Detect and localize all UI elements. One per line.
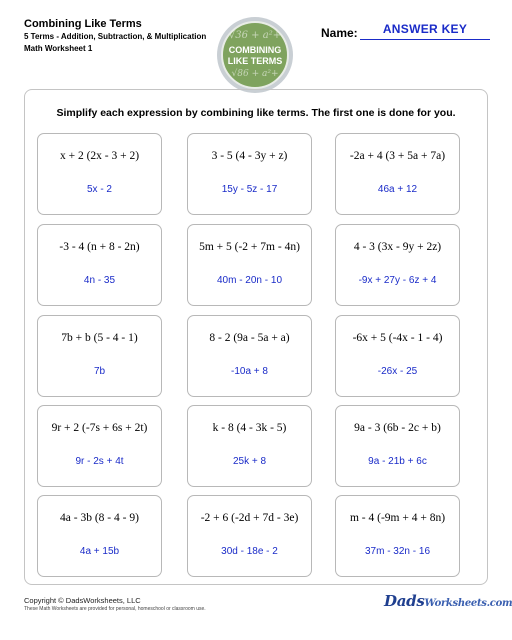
- problem-answer: 15y - 5z - 17: [221, 184, 278, 195]
- problem-card: [187, 133, 312, 215]
- badge-text: [223, 45, 287, 67]
- worksheet-number: Math Worksheet 1: [24, 44, 93, 53]
- problem-card: [335, 133, 460, 215]
- problem-card: [187, 315, 312, 397]
- problem-answer: 9r - 2s + 4t: [75, 456, 124, 467]
- problem-expression: k - 8 (4 - 3k - 5): [212, 422, 287, 434]
- problem-expression: 3 - 5 (4 - 3y + z): [211, 150, 288, 162]
- problem-expression: 5m + 5 (-2 + 7m - 4n): [199, 241, 300, 253]
- badge-math-top: √36 + a²+: [228, 30, 282, 41]
- problem-expression: 4a - 3b (8 - 4 - 9): [60, 512, 139, 524]
- problem-card: [37, 133, 162, 215]
- brand-main: Dads: [384, 592, 425, 610]
- worksheet-subtitle: 5 Terms - Addition, Subtraction, & Multiplication: [24, 32, 207, 41]
- problem-expression: -3 - 4 (n + 8 - 2n): [59, 241, 140, 253]
- name-label: Name:: [321, 26, 358, 40]
- problem-expression: 7b + b (5 - 4 - 1): [61, 332, 138, 344]
- name-field-value: ANSWER KEY: [382, 22, 468, 36]
- problem-card: [335, 405, 460, 487]
- problem-expression: -6x + 5 (-4x - 1 - 4): [352, 332, 443, 344]
- problem-card: [37, 405, 162, 487]
- usage-note: These Math Worksheets are provided for personal, homeschool or classroom use.: [24, 606, 206, 612]
- problem-card: [187, 224, 312, 306]
- topic-badge-circle: [221, 21, 289, 89]
- problem-answer: -26x - 25: [377, 366, 418, 377]
- problem-answer: -9x + 27y - 6z + 4: [358, 275, 437, 286]
- badge-line-1: COMBINING: [228, 45, 282, 55]
- problem-expression: m - 4 (-9m + 4 + 8n): [349, 512, 446, 524]
- instructions: Simplify each expression by combining like terms. The first one is done for you.: [56, 107, 456, 119]
- problem-answer: 46a + 12: [377, 184, 418, 195]
- problem-answer: 7b: [93, 366, 106, 377]
- worksheet-title: Combining Like Terms: [24, 18, 142, 30]
- brand-rest: Worksheets.com: [424, 598, 512, 609]
- problem-expression: -2 + 6 (-2d + 7d - 3e): [200, 512, 299, 524]
- problem-answer: 4a + 15b: [79, 546, 120, 557]
- brand-logo: [384, 592, 512, 610]
- problem-answer: 30d - 18e - 2: [221, 546, 278, 557]
- problem-answer: -10a + 8: [231, 366, 268, 377]
- problem-expression: x + 2 (2x - 3 + 2): [59, 150, 140, 162]
- badge-math-bottom: √86 + a²+: [231, 69, 279, 79]
- problem-card: [37, 224, 162, 306]
- copyright: Copyright © DadsWorksheets, LLC: [24, 596, 141, 605]
- problem-card: [187, 405, 312, 487]
- problem-card: [335, 495, 460, 577]
- topic-badge-logo: [217, 17, 293, 93]
- problem-card: [335, 315, 460, 397]
- problem-answer: 25k + 8: [232, 456, 267, 467]
- badge-line-2: LIKE TERMS: [227, 56, 283, 66]
- problem-card: [187, 495, 312, 577]
- problem-expression: 9a - 3 (6b - 2c + b): [354, 422, 441, 434]
- problem-answer: 5x - 2: [86, 184, 112, 195]
- problem-answer: 9a - 21b + 6c: [368, 456, 427, 467]
- problem-answer: 40m - 20n - 10: [216, 275, 283, 286]
- problem-card: [37, 315, 162, 397]
- problem-expression: 9r + 2 (-7s + 6s + 2t): [51, 422, 148, 434]
- problem-card: [37, 495, 162, 577]
- worksheet-header: [24, 17, 206, 55]
- problem-expression: -2a + 4 (3 + 5a + 7a): [349, 150, 446, 162]
- problem-answer: 4n - 35: [83, 275, 116, 286]
- problem-card: [335, 224, 460, 306]
- problem-expression: 8 - 2 (9a - 5a + a): [209, 332, 290, 344]
- problem-expression: 4 - 3 (3x - 9y + 2z): [353, 241, 442, 253]
- problem-answer: 37m - 32n - 16: [364, 546, 431, 557]
